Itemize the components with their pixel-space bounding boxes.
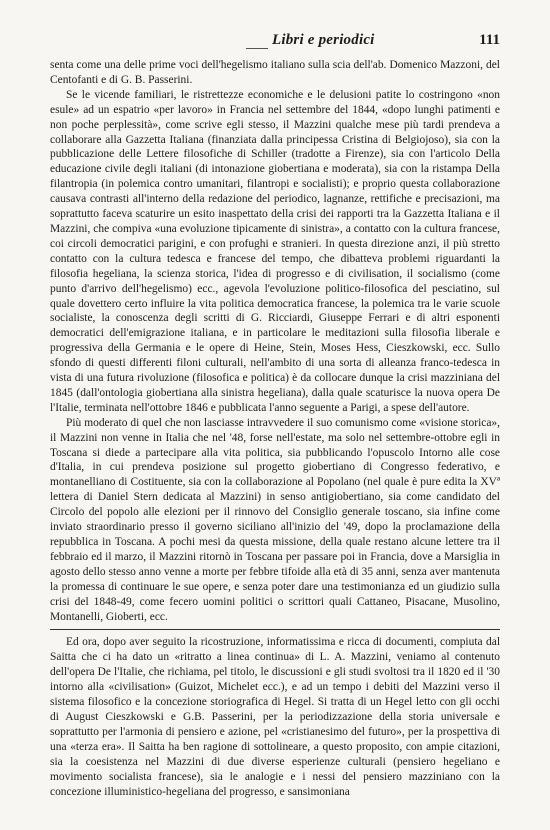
header-dash (246, 48, 268, 49)
paragraph: Ed ora, dopo aver seguito la ricostruzione, informatissima e ricca di documenti, compiuta dal Saitta che ci ha dato un «ritratto a linea continua» di L. A. Mazzini, veniamo al contenuto dell'opera De l'Italie, che richiama, pel titolo, le discussioni e gli studi svoltosi tra il 1820 ed il '30 intorno alla «civilisation» (Guizot, Michelet ecc.), e ad un tempo i debiti del Mazzini verso il sistema filosofico e la concezione storiografica di Hegel. Si tratta di un Hegel letto con gli occhi di August Cieszkowski e G.B. Passerini, per la periodizzazione della storia universale e soprattutto per l'armonia di pensiero e azione, pel «cristianesimo del futuro», per la prospettiva di una «terza era». Il Saitta ha ben ragione di sottolineare, a questo proposito, con ampie citazioni, sia la coesistenza nel Mazzini di due diverse esperienze culturali (pensiero hegeliano e movimento socialista francese), sia le analogie e i nessi del pensiero mazziniano con la concezione illuministico-hegeliana del progresso, e sansimoniana (50, 636, 500, 798)
section-divider (50, 629, 500, 630)
page-header (50, 30, 500, 58)
paragraph: Più moderato di quel che non lasciasse intravvedere il suo comunismo come «visione storica», il Mazzini non venne in Italia che nel '48, forse nell'estate, ma solo nel settembre-ottobre egli in Toscana si diede a partecipare alla vita politica, sia pubblicando l'opuscolo Intorno alle cose d'Italia, in cui prendeva posizione sul progetto giobertiano di Congresso federativo, e montanelliano di Costituente, sia con la collaborazione al Popolano (nel quale è pure edita la XVª lettera di Daniel Stern dedicata al Mazzini) in senso antigiobertiano, sia come candidato del Circolo del popolo alle elezioni per il rinnovo del Consiglio generale toscano, sia infine come inviato straordinario presso il governo siciliano all'inizio del '49, dopo la proclamazione della repubblica in Toscana. A pochi mesi da questa missione, della quale restano alcune lettere tra il febbraio ed il marzo, il Mazzini ritornò in Toscana per passare poi in Francia, dove a Marsiglia in agosto dello stesso anno venne a morte per febbre tifoide alla età di 35 anni, senza aver mantenuta la promessa di continuare le sue opere, e senza poter dare una testimonianza ed un giudizio sulla crisi del 1848-49, come fecero uomini politici o scrittori quali Cattaneo, Pisacane, Musolino, Montanelli, Gioberti, ecc. (50, 416, 500, 623)
main-text (50, 58, 500, 799)
tail-text (50, 635, 500, 799)
paragraph: Se le vicende familiari, le ristrettezze economiche e le delusioni patite lo costringono «non esule» ad un espatrio «per lavoro» in Francia nel settembre del 1844, «dopo lunghi patimenti e non poche perplessità», come scrive egli stesso, il Mazzini qualche mese più tardi prendeva a collaborare alla Gazzetta Italiana (finanziata dalla principessa Cristina di Belgiojoso), sia con la pubblicazione delle Lettere filosofiche di Schiller (tradotte a Firenze), sia con l'articolo Della educazione civile degli italiani (di intonazione giobertiana e moderata), sia con la ristampa Della filantropia (in polemica contro umanitari, filantropi e socialisti); e proprio questa collaborazione causava contrasti all'interno della redazione del periodico, lagnanze, rettifiche e precisazioni, ma soprattutto faceva scaturire un esito inaspettato della crisi dei rapporti tra la Gazzetta Italiana e il Mazzini, che compiva «una evoluzione tipicamente di sinistra», a contatto con la cultura francese, coi circoli democratici parigini, e con profughi e stranieri. In questa direzione anzi, il più stretto contatto con la cultura tedesca e francese del tempo, che dibatteva problemi riguardanti la filosofia hegeliana, la scienza storica, l'idea di progresso e di civilisation, il socialismo (come punto d'arrivo dell'hegelismo) ecc., agevola l'evoluzione politico-filosofica del pesciatino, sul quale dovettero certo influire la vita politica democratica francese, la polemica tra le varie scuole socialiste, la conoscenza degli scritti di G. Ricciardi, Giuseppe Ferrari e di altri esponenti democratici dell'emigrazione italiana, e in particolare le meditazioni sulla filosofia liberale e progressiva della Germania e le opere di Heine, Stein, Moses Hess, Cieszkowski, ecc. Sullo sfondo di questi differenti filoni culturali, nell'ambito di una sorta di alleanza franco-tedesca in vista di una futura rivoluzione (filosofica e politica) è da collocare dunque la crisi mazziniana del 1845 (dall'ontologia giobertiana alla sinistra hegeliana), dalla quale scaturisce la nuova opera De l'Italie, terminata nell'ottobre 1846 e pubblicata l'anno seguente a Parigi, a spese dell'autore. (50, 88, 500, 414)
paragraph: senta come una delle prime voci dell'hegelismo italiano sulla scia dell'ab. Domenico Mazzoni, del Centofanti e di G. B. Passerini. (50, 59, 500, 86)
running-title: Libri e periodici (272, 32, 375, 48)
page-number: 111 (479, 32, 500, 48)
